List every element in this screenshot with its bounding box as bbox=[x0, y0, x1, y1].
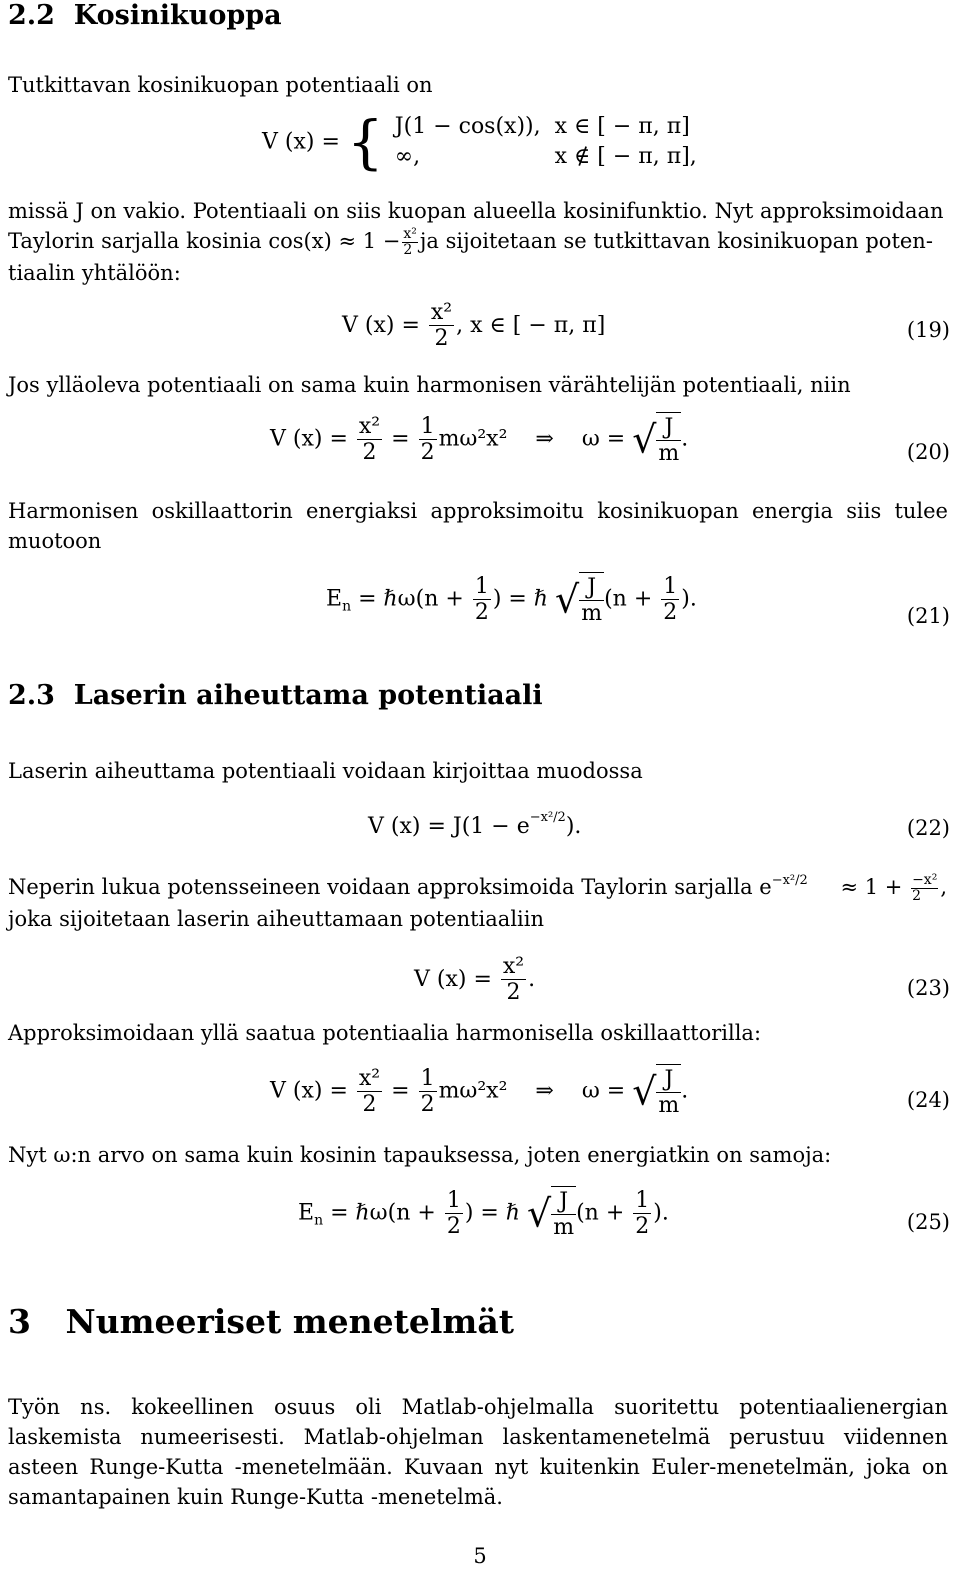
section-title: Numeeriset menetelmät bbox=[65, 1302, 514, 1341]
equation-cases bbox=[262, 108, 707, 176]
fraction: $\frac{\text{x²}}{2}$ bbox=[403, 226, 417, 258]
equation-20: V (x) = $\frac{\text{x²}}{2}$ = $\frac{1}{2}$ mω²x² ⇒ ω = √ $\frac{J}{m}$ . bbox=[270, 413, 689, 467]
exponent: −x²/2 bbox=[771, 873, 808, 888]
equation-number: (23) bbox=[906, 976, 950, 1000]
fraction: $\frac{\text{x²}}{2}$ bbox=[430, 300, 453, 352]
paragraph: Jos ylläoleva potentiaali on sama kuin harmonisen värähtelijän potentiaali, niin bbox=[8, 373, 851, 397]
paragraph: Laserin aiheuttama potentiaali voidaan kirjoittaa muodossa bbox=[8, 759, 643, 783]
section-number: 3 bbox=[8, 1302, 31, 1341]
section-title: Kosinikuoppa bbox=[73, 0, 282, 31]
line: tiaalin yhtälöön: bbox=[8, 260, 181, 285]
section-heading-2-2 bbox=[8, 0, 948, 31]
line: missä J on vakio. Potentiaali on siis kuopan alueella kosinifunktio. Nyt approksimoidaan bbox=[8, 199, 944, 223]
equation-22: V $(x) = J(1 - e^{-x^2/2})$. bbox=[368, 810, 582, 839]
cases-table bbox=[391, 112, 707, 172]
fraction: $\frac{\text{−x²}}{2}$ bbox=[912, 872, 938, 904]
eq-lhs: V (x) = bbox=[262, 129, 340, 155]
paragraph: Approksimoidaan yllä saatua potentiaalia harmonisella oskillaattorilla: bbox=[8, 1021, 762, 1045]
case-cond: x ∈ [ − π, π] bbox=[554, 114, 690, 139]
line: joka sijoitetaan laserin aiheuttamaan potentiaaliin bbox=[8, 906, 544, 931]
paragraph: Tutkittavan kosinikuopan potentiaali on bbox=[8, 73, 433, 97]
section-number: 2.2 bbox=[8, 0, 55, 31]
equation-number: (24) bbox=[906, 1088, 950, 1112]
equation-25: $E_n$ = ℏω(n + $\frac{1}{2}$ ) = ℏ √ $\frac{J}{m}$ (n + $\frac{1}{2}$ ). bbox=[298, 1187, 669, 1241]
equation-24: V (x) = $\frac{\text{x²}}{2}$ = $\frac{1}{2}$ mω²x² ⇒ ω = √ $\frac{J}{m}$ . bbox=[270, 1065, 689, 1119]
text: ≈ 1 + bbox=[840, 875, 903, 899]
equation-number: (22) bbox=[906, 816, 950, 840]
paragraph bbox=[8, 866, 948, 934]
case-expr: ∞, bbox=[394, 144, 421, 169]
equation-number: (20) bbox=[906, 440, 950, 464]
text: ja sijoitetaan se tutkittavan kosinikuopan poten- bbox=[419, 229, 933, 253]
section-heading-2-3 bbox=[8, 680, 948, 711]
section-heading-3 bbox=[8, 1302, 948, 1341]
equation-23: V (x) = $\frac{\text{x²}}{2}$ . bbox=[414, 954, 536, 1006]
brace: { bbox=[346, 108, 384, 176]
sqrt: √ $\frac{J}{m}$ bbox=[632, 412, 681, 467]
eq-lhs: V (x) = bbox=[342, 312, 420, 338]
paragraph: Nyt ω:n arvo on sama kuin kosinin tapauksessa, joten energiatkin on samoja: bbox=[8, 1143, 832, 1167]
equation-number: (21) bbox=[906, 604, 950, 628]
paragraph bbox=[8, 196, 948, 288]
section-number: 2.3 bbox=[8, 680, 55, 711]
eq-tail: , x ∈ [ − π, π] bbox=[456, 312, 606, 338]
paragraph: Työn ns. kokeellinen osuus oli Matlab-ohjelmalla suoritettu potentiaalienergian laskemista numeerisesti. Matlab-ohjelman laskentamenetelmä perustuu viidennen asteen Runge-Kutta -menetelmään. Kuvaan nyt kuitenkin Euler-menetelmän, joka on samantapainen kuin Runge-Kutta -menetelmä. bbox=[8, 1395, 948, 1509]
equation-number: (19) bbox=[906, 318, 950, 342]
line: Neperin lukua potensseineen voidaan approksimoida Taylorin sarjalla $e^{-x^2/2} \approx 1$ + $\frac{\text{−x²}}{2}$ , bbox=[8, 872, 948, 904]
equation-21: $E_n$ = ℏω(n + $\frac{1}{2}$ ) = ℏ √ $\frac{J}{m}$ (n + $\frac{1}{2}$ ). bbox=[326, 573, 697, 627]
paragraph: Harmonisen oskillaattorin energiaksi approksimoitu kosinikuopan energia siis tulee muotoon bbox=[8, 499, 948, 553]
line bbox=[8, 226, 948, 258]
section-title: Laserin aiheuttama potentiaali bbox=[73, 680, 543, 711]
equation-number: (25) bbox=[906, 1210, 950, 1234]
text: Neperin lukua potensseineen voidaan approksimoida Taylorin sarjalla e bbox=[8, 875, 772, 899]
page-number: 5 bbox=[473, 1544, 487, 1568]
text: Taylorin sarjalla kosinia cos(x) ≈ 1 − bbox=[8, 229, 401, 253]
case-expr: J(1 − cos(x)), bbox=[394, 114, 541, 139]
equation-19 bbox=[342, 300, 605, 352]
case-cond: x ∉ [ − π, π], bbox=[554, 144, 697, 169]
